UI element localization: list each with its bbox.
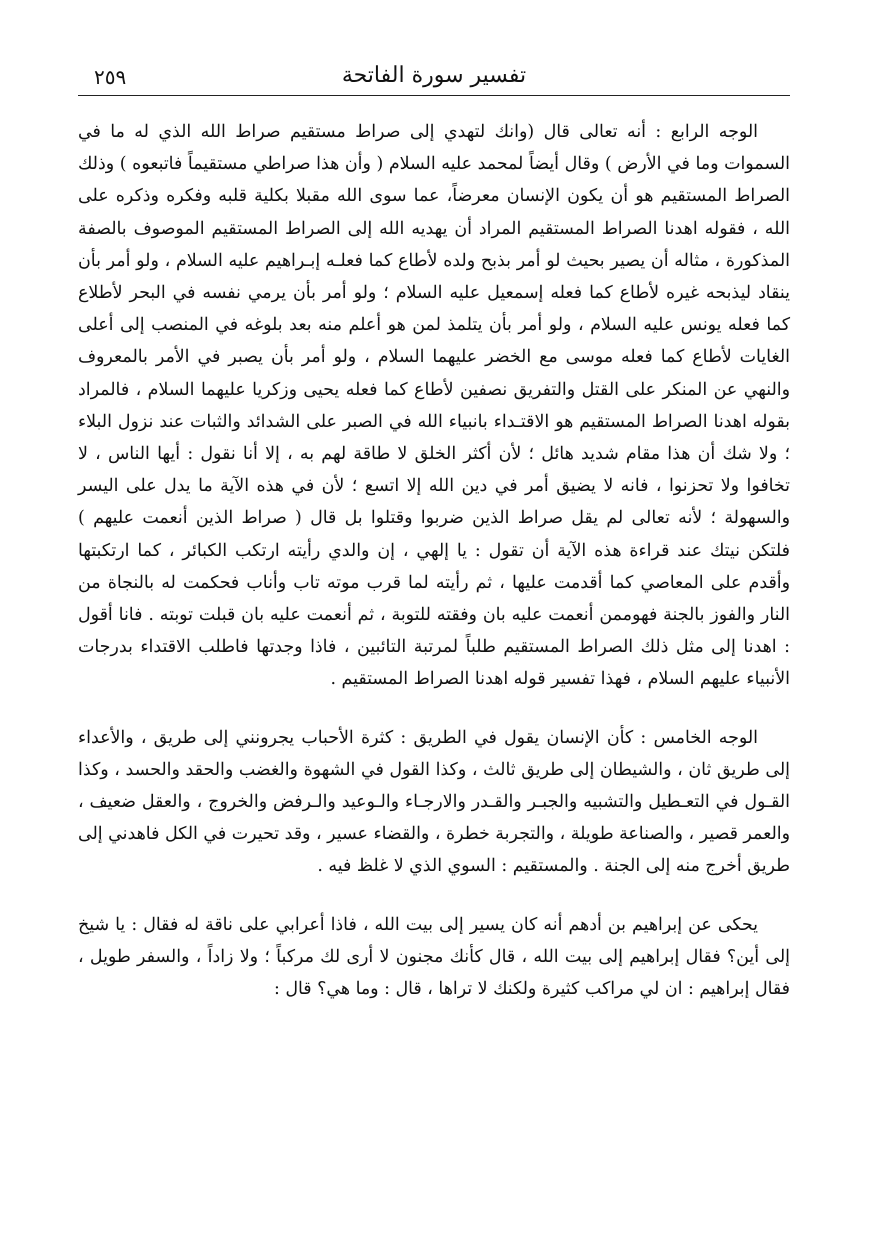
running-title: تفسير سورة الفاتحة (341, 63, 527, 88)
paragraph-fourth-aspect: الوجه الرابع : أنه تعالى قال (وانك لتهدي إلى صراط مستقيم صراط الله الذي له ما في السموات وما في الأرض ) وقال أيضاً لمحمد عليه السلام ( وأن هذا صراطي مستقيماً فاتبعوه ) وذلك الصراط المستقيم هو أن يكون الإنسان معرضاً، عما سوى الله مقبلا بكلية قلبه وفكره وذكره على الله ، فقوله اهدنا الصراط المستقيم المراد أن يهديه الله إلى الصراط المستقيم الموصوف بالصفة المذكورة ، مثاله أن يصير بحيث لو أمر بذبح ولده لأطاع كما فعلـه إبـراهيم عليه السلام ، ولو أمر بأن ينقاد ليذبحه غيره لأطاع كما فعله إسمعيل عليه السلام ؛ ولو أمر بأن يرمي نفسه في البحر لأطلاع كما فعله يونس عليه السلام ، ولو أمر بأن يتلمذ لمن هو أعلم منه بعد بلوغه في المنصب إلى أعلى الغايات لأطاع كما فعله موسى مع الخضر عليهما السلام ، ولو أمر بأن يصبر في الأمر بالمعروف والنهي عن المنكر على القتل والتفريق نصفين لأطاع كما فعله يحيى وزكريا عليهما السلام ، فالمراد بقوله اهدنا الصراط المستقيم هو الاقتـداء بانبياء الله في الصبر على الشدائد والثبات عند نزول البلاء ؛ ولا شك أن هذا مقام شديد هائل ؛ لأن أكثر الخلق لا طاقة لهم به ، إلا أنا نقول : أيها الناس ، لا تخافوا ولا تحزنوا ، فانه لا يضيق أمر في دين الله إلا اتسع ؛ لأن في هذه الآية ما يدل على اليسر والسهولة ؛ لأنه تعالى لم يقل صراط الذين ضربوا وقتلوا بل قال ( صراط الذين أنعمت عليهم ) فلتكن نيتك عند قراءة هذه الآية أن تقول : يا إلهي ، إن والدي رأيته ارتكب الكبائر ، كما ارتكبتها وأقدم على المعاصي كما أقدمت عليها ، ثم رأيته لما قرب موته تاب وأناب فحكمت له بالنجاة من النار والفوز بالجنة فهوممن أنعمت عليه بان وفقته للتوبة ، ثم أنعمت عليه بان قبلت توبته . فانا أقول : اهدنا إلى مثل ذلك الصراط المستقيم طلباً لمرتبة التائبين ، فاذا وجدتها فاطلب الاقتداء بدرجات الأنبياء عليهم السلام ، فهذا تفسير قوله اهدنا الصراط المستقيم . (78, 122, 790, 690)
page-header (78, 56, 790, 96)
page-number: ٢٥٩ (94, 65, 127, 89)
paragraph-fifth-aspect: الوجه الخامس : كأن الإنسان يقول في الطريق : كثرة الأحباب يجرونني إلى طريق ، والأعداء إلى طريق ثان ، والشيطان إلى طريق ثالث ، وكذا القول في الشهوة والغضب والحقد والحسد ، وكذا القـول في التعـطيل والتشبيه والجبـر والقـدر والارجـاء والـوعيد والـرفض والخروج ، والعقل ضعيف ، والعمر قصير ، والصناعة طويلة ، والتجربة خطرة ، والقضاء عسير ، وقد تحيرت في الكل فاهدني إلى طريق أخرج منه إلى الجنة . والمستقيم : السوي الذي لا غلظ فيه . (78, 727, 790, 877)
page-body (78, 116, 790, 1005)
paragraph-ibrahim-story: يحكى عن إبراهيم بن أدهم أنه كان يسير إلى بيت الله ، فاذا أعرابي على ناقة له فقال : يا شيخ إلى أين؟ فقال إبراهيم إلى بيت الله ، قال كأنك مجنون لا أرى لك مركباً ؛ ولا زاداً ، والسفر طويل ، فقال إبراهيم : ان لي مراكب كثيرة ولكنك لا تراها ، قال : وما هي؟ قال : (78, 914, 790, 1000)
header-rule (78, 95, 790, 96)
